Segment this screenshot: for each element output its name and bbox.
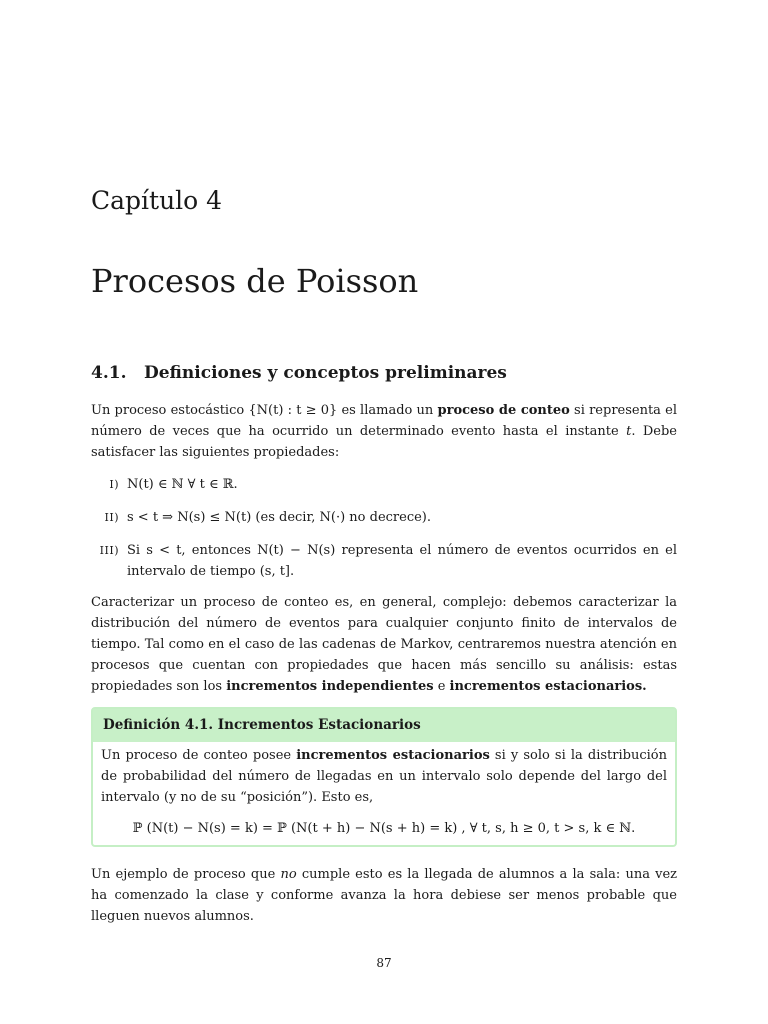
text-run: Un ejemplo de proceso que xyxy=(91,867,281,882)
text-run: si representa el número de veces que ha ocurrido un determinado evento hasta el instante xyxy=(91,403,677,439)
text-run: e xyxy=(433,679,450,694)
list-item-text: Si s < t, entonces N(t) − N(s) representa el número de eventos ocurridos en el intervalo de tiempo (s, t]. xyxy=(127,543,677,579)
text-run: Un proceso estocástico {N(t) : t ≥ 0} es llamado un xyxy=(91,403,438,418)
list-marker: II) xyxy=(104,511,119,524)
example-paragraph xyxy=(91,864,677,927)
text-run: Un proceso de conteo posee xyxy=(101,748,297,763)
section-number: 4.1. xyxy=(91,363,127,383)
characterization-paragraph xyxy=(91,592,677,697)
list-item xyxy=(91,540,677,582)
term-incrementos-estacionarios: incrementos estacionarios. xyxy=(449,679,647,694)
emphasis-no: no xyxy=(280,867,297,882)
chapter-label: Capítulo 4 xyxy=(91,186,223,215)
list-item-text: N(t) ∈ ℕ ∀ t ∈ ℝ. xyxy=(127,477,238,492)
definition-box xyxy=(91,707,677,847)
page-number: 87 xyxy=(376,956,392,970)
list-item-text: s < t ⇒ N(s) ≤ N(t) (es decir, N(·) no decrece). xyxy=(127,510,432,525)
definition-body xyxy=(93,742,675,839)
definition-formula: ℙ (N(t) − N(s) = k) = ℙ (N(t + h) − N(s + h) = k) , ∀ t, s, h ≥ 0, t > s, k ∈ ℕ. xyxy=(132,821,636,836)
chapter-title: Procesos de Poisson xyxy=(91,262,419,300)
properties-list xyxy=(91,474,677,594)
text-run: cumple esto es la llegada de alumnos a la sala: una vez ha comenzado la clase y conforme avanza la hora debiese ser menos probable que lleguen nuevos alumnos. xyxy=(91,867,678,924)
text-run: si y solo si la distribución de probabilidad del número de llegadas en un intervalo solo depende del largo del intervalo (y no de su “posición”). Esto es, xyxy=(101,748,667,805)
term-incrementos-independientes: incrementos independientes xyxy=(226,679,434,694)
section-heading xyxy=(91,362,677,384)
list-marker: III) xyxy=(99,544,119,557)
definition-text xyxy=(101,745,667,808)
intro-paragraph xyxy=(91,400,677,463)
list-item xyxy=(91,507,677,528)
term-incrementos-estacionarios-def: incrementos estacionarios xyxy=(296,748,490,763)
variable-t: t xyxy=(626,424,632,439)
section-title: Definiciones y conceptos preliminares xyxy=(144,363,507,383)
definition-header: Definición 4.1. Incrementos Estacionarios xyxy=(93,709,675,742)
list-marker: I) xyxy=(109,478,119,491)
text-run: . Debe satisfacer las siguientes propiedades: xyxy=(91,424,677,460)
text-run: Caracterizar un proceso de conteo es, en general, complejo: debemos caracterizar la distribución del número de eventos para cualquier conjunto finito de intervalos de tiempo. Tal como en el caso de las cadenas de Markov, centraremos nuestra atención en procesos que cuentan con propiedades que hacen más sencillo su análisis: estas propiedades son los xyxy=(91,595,677,694)
term-proceso-de-conteo: proceso de conteo xyxy=(437,403,570,418)
list-item xyxy=(91,474,677,495)
